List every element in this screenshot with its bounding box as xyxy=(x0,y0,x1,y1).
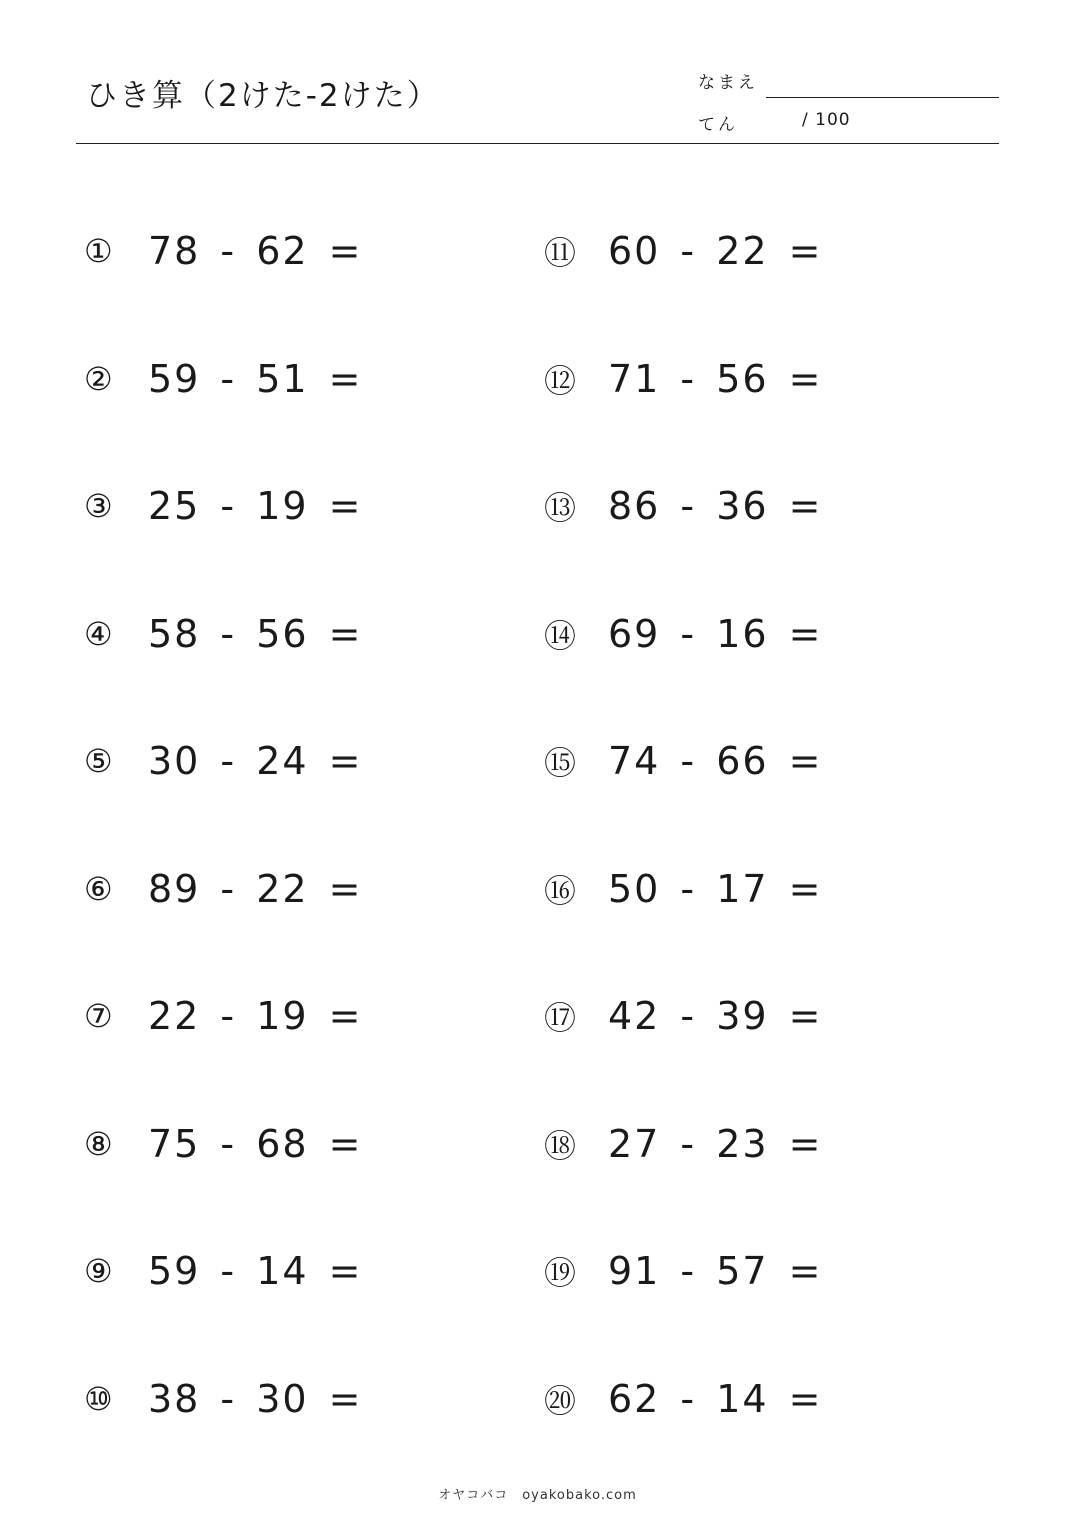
problem-number: ⑲ xyxy=(544,1254,577,1292)
problem-expression: 50 - 17 = xyxy=(608,867,823,911)
problem-expression: 71 - 56 = xyxy=(608,357,823,401)
problem-number: ⑬ xyxy=(544,489,577,527)
score-total: / 100 xyxy=(802,110,851,130)
problem-item xyxy=(544,354,823,404)
problem-item xyxy=(544,864,823,914)
problem-number: ⑭ xyxy=(544,617,577,655)
problem-number: ⑰ xyxy=(544,999,577,1037)
problem-expression: 60 - 22 = xyxy=(608,229,823,273)
problem-item xyxy=(84,1374,363,1424)
problem-number: ② xyxy=(84,360,113,398)
problem-expression: 86 - 36 = xyxy=(608,484,823,528)
problem-number: ⑩ xyxy=(84,1380,113,1418)
problem-expression: 78 - 62 = xyxy=(148,229,363,273)
problem-expression: 38 - 30 = xyxy=(148,1377,363,1421)
problem-number: ⑳ xyxy=(544,1382,577,1420)
problem-item xyxy=(84,226,363,276)
problem-number: ⑫ xyxy=(544,362,577,400)
problem-expression: 59 - 14 = xyxy=(148,1249,363,1293)
problem-item xyxy=(84,1119,363,1169)
name-label: なまえ xyxy=(698,73,758,93)
problem-item xyxy=(544,1119,823,1169)
problem-item xyxy=(544,226,823,276)
problem-expression: 25 - 19 = xyxy=(148,484,363,528)
problem-item xyxy=(84,1246,363,1296)
problem-item xyxy=(544,1246,823,1296)
problem-number: ⑱ xyxy=(544,1127,577,1165)
problem-number: ④ xyxy=(84,615,113,653)
problem-number: ⑨ xyxy=(84,1252,113,1290)
problem-expression: 22 - 19 = xyxy=(148,994,363,1038)
problem-number: ⑯ xyxy=(544,872,577,910)
problem-number: ⑧ xyxy=(84,1125,113,1163)
problem-expression: 69 - 16 = xyxy=(608,612,823,656)
problem-expression: 62 - 14 = xyxy=(608,1377,823,1421)
problem-expression: 91 - 57 = xyxy=(608,1249,823,1293)
problem-item xyxy=(544,991,823,1041)
problem-expression: 58 - 56 = xyxy=(148,612,363,656)
problem-number: ⑦ xyxy=(84,997,113,1035)
problem-expression: 27 - 23 = xyxy=(608,1122,823,1166)
problem-item xyxy=(84,354,363,404)
footer-credit: オヤコバコ oyakobako.com xyxy=(438,1488,637,1503)
problem-item xyxy=(84,481,363,531)
problem-expression: 59 - 51 = xyxy=(148,357,363,401)
problem-expression: 74 - 66 = xyxy=(608,739,823,783)
score-label: てん xyxy=(698,115,738,135)
problem-item xyxy=(84,609,363,659)
problem-expression: 75 - 68 = xyxy=(148,1122,363,1166)
problem-item xyxy=(84,864,363,914)
problem-item xyxy=(544,609,823,659)
problem-item xyxy=(84,991,363,1041)
page-title: ひき算（2けた-2けた） xyxy=(86,78,440,114)
problem-number: ③ xyxy=(84,487,113,525)
problem-item xyxy=(84,736,363,786)
problem-item xyxy=(544,1374,823,1424)
problem-item xyxy=(544,736,823,786)
problem-number: ⑮ xyxy=(544,744,577,782)
problem-number: ① xyxy=(84,232,113,270)
problem-number: ⑤ xyxy=(84,742,113,780)
problem-number: ⑪ xyxy=(544,234,577,272)
problem-item xyxy=(544,481,823,531)
problem-expression: 42 - 39 = xyxy=(608,994,823,1038)
problem-expression: 30 - 24 = xyxy=(148,739,363,783)
problem-number: ⑥ xyxy=(84,870,113,908)
problem-expression: 89 - 22 = xyxy=(148,867,363,911)
